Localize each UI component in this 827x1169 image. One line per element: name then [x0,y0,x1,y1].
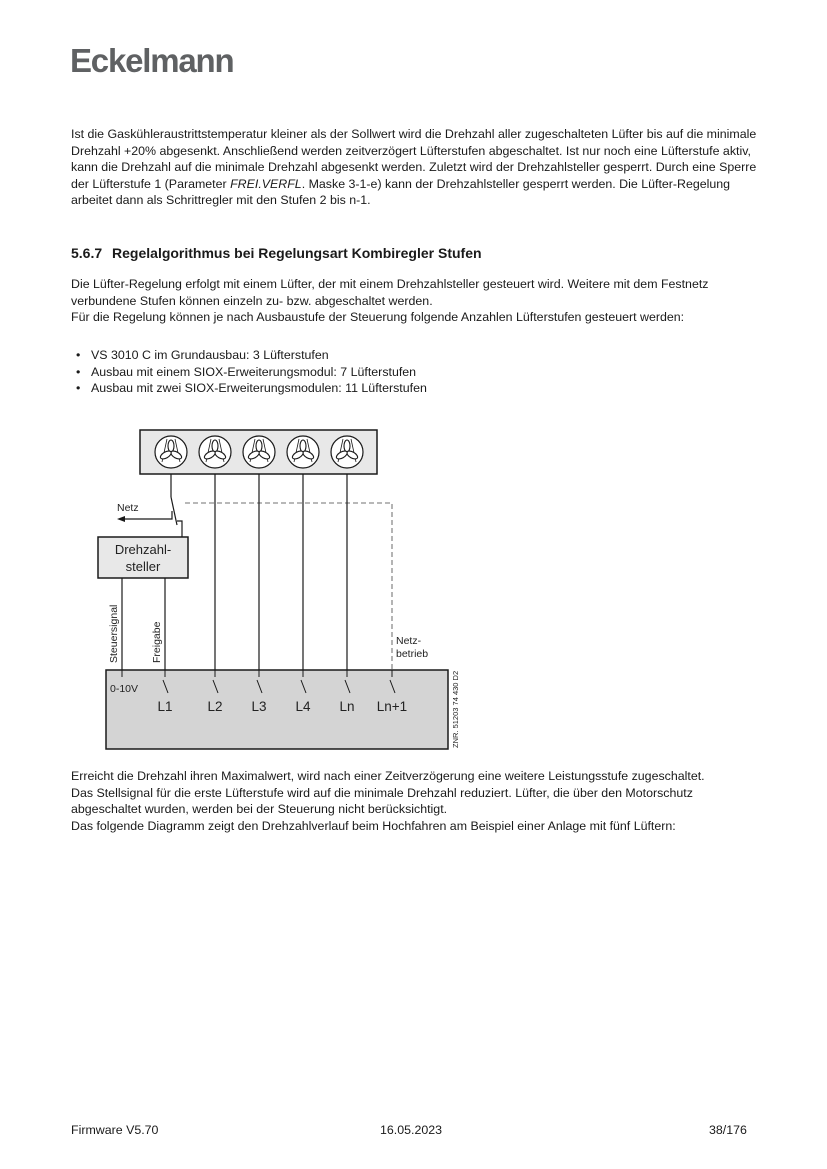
fan-blade [256,440,262,452]
after-line-2: Das Stellsignal für die erste Lüfterstufe wird auf die minimale Drehzahl reduziert. Lüfter, die über den Motorschutz abgeschaltet wurden, werden bei der Steuerung nicht berücksichtigt. [71,785,693,817]
output-label: L1 [157,699,173,714]
fan-icon [155,436,187,468]
wiring-diagram [95,425,475,755]
signal-label: Steuersignal [108,604,120,663]
section-para-2: Für die Regelung können je nach Ausbaustufe der Steuerung folgende Anzahlen Lüfterstufen gesteuert werden: [71,310,685,325]
section-body [71,276,761,326]
section-heading [71,245,482,261]
after-line-1: Erreicht die Drehzahl ihren Maximalwert, wird nach einer Zeitverzögerung eine weitere Leistungsstufe zugeschaltet. [71,769,705,783]
output-label: Ln [339,699,355,714]
section-number: 5.6.7 [71,245,103,261]
footer-page: 38/176 [709,1123,747,1137]
list-item: • Ausbau mit zwei SIOX-Erweiterungsmodulen: 11 Lüfterstufen [75,380,427,397]
after-diagram-text [71,768,761,834]
param-name: FREI.VERFL [230,176,302,191]
expansion-list [75,347,427,397]
section-para-1: Die Lüfter-Regelung erfolgt mit einem Lüfter, der mit einem Drehzahlsteller gesteuert wird. Weitere mit dem Festnetz verbundene Stufen können einzeln zu- bzw. abgeschaltet werden. [71,277,709,308]
intro-paragraph [71,126,761,209]
output-label: Ln+1 [376,699,408,714]
output-label: L2 [207,699,223,714]
release-label: Freigabe [151,621,163,663]
drawing-number: ZNR. 51203 74 430 D2 [451,670,460,748]
footer-firmware: Firmware V5.70 [71,1123,159,1137]
fan-icon [287,436,319,468]
after-line-3: Das folgende Diagramm zeigt den Drehzahlverlauf beim Hochfahren am Beispiel einer Anlage mit fünf Lüftern: [71,818,676,833]
mains-label-2: betrieb [396,648,429,660]
output-label: L3 [251,699,267,714]
fan-blade [212,440,218,452]
controller-label-2: steller [125,559,161,574]
controller-feed [177,521,182,537]
intro-text: Ist die Gaskühleraustrittstemperatur kleiner als der Sollwert wird die Drehzahl aller zugeschalteten Lüfter bis auf die minimale Drehzahl +20% abgesenkt. Anschließend werden zeitverzögert Lüfterstufen abgeschaltet. Ist nur noch eine Lüfterstufe aktiv, kann die Drehzahl auf die minimale Drehzahl abgesenkt werden. Zuletzt wird der Drehzahlsteller gesperrt. Durch eine Sperre der Lüfterstufe 1 (Parameter [71,127,757,191]
fan-blade [168,440,174,452]
fan-icon [243,436,275,468]
mains-label-1: Netz- [396,635,422,647]
fan-icon [331,436,363,468]
voltage-label: 0-10V [110,683,139,695]
list-item: • VS 3010 C im Grundausbau: 3 Lüfterstufen [75,347,427,364]
netz-label: Netz [117,502,139,514]
fan-icon [199,436,231,468]
controller-label-1: Drehzahl- [114,542,172,557]
list-item: • Ausbau mit einem SIOX-Erweiterungsmodul: 7 Lüfterstufen [75,364,427,381]
mains-dashed-line [185,503,392,685]
section-title: Regelalgorithmus bei Regelungsart Kombiregler Stufen [112,245,482,261]
output-label: L4 [295,699,311,714]
intro-text-end: . Maske 3-1-e) kann der Drehzahlsteller gesperrt werden. Die Lüfter-Regelung arbeitet dann als Schrittregler mit den Stufen 2 bis n-1. [71,176,731,208]
netz-arrow-icon [117,516,125,522]
footer-date: 16.05.2023 [380,1123,443,1137]
fan-blade [300,440,306,452]
eckelmann-logo: Eckelmann [70,42,234,79]
fan-blade [344,440,350,452]
